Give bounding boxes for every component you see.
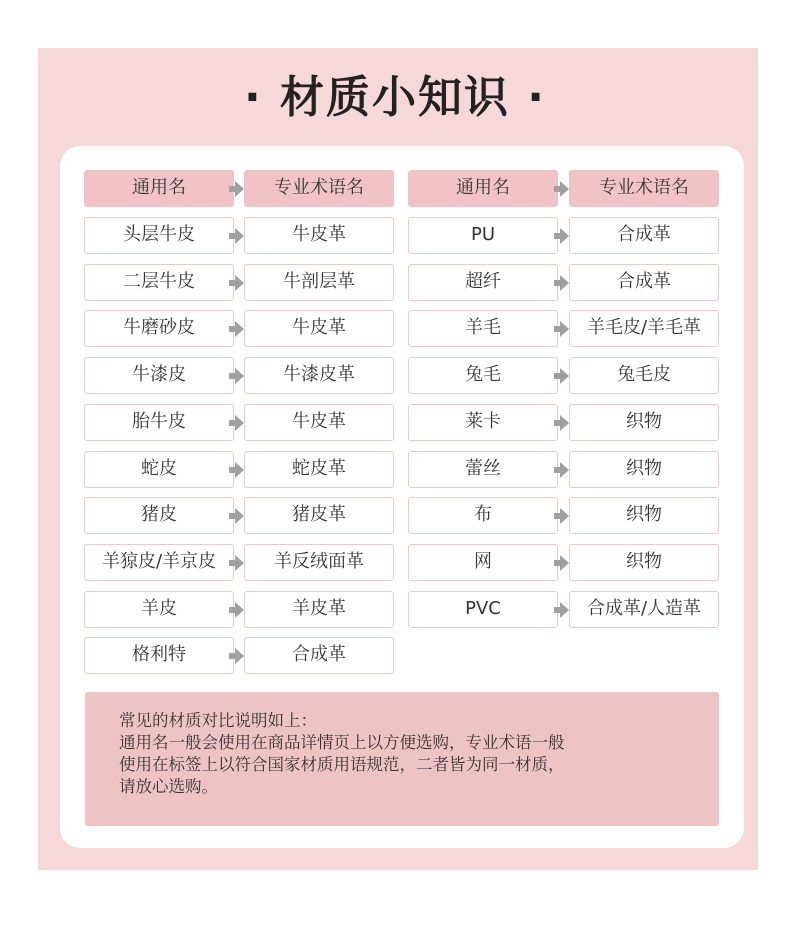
left-term-name-cell: 合成革 bbox=[244, 637, 394, 674]
left-term-name-cell: 蛇皮革 bbox=[244, 451, 394, 488]
arrow-right-icon bbox=[554, 368, 568, 384]
right-header-common: 通用名 bbox=[408, 170, 558, 207]
left-term-name-cell: 牛漆皮革 bbox=[244, 357, 394, 394]
arrow-right-icon bbox=[554, 462, 568, 478]
left-term-name-cell: 牛剖层革 bbox=[244, 264, 394, 301]
right-header-term: 专业术语名 bbox=[569, 170, 719, 207]
left-term-name-cell: 牛皮革 bbox=[244, 217, 394, 254]
arrow-right-icon bbox=[554, 555, 568, 571]
left-term-name-cell: 羊皮革 bbox=[244, 591, 394, 628]
note-box bbox=[85, 692, 719, 826]
arrow-right-icon bbox=[229, 415, 243, 431]
left-common-name-cell: 格利特 bbox=[84, 637, 234, 674]
arrow-right-icon bbox=[554, 321, 568, 337]
arrow-right-icon bbox=[554, 228, 568, 244]
arrow-right-icon bbox=[554, 181, 568, 197]
arrow-right-icon bbox=[229, 181, 243, 197]
left-common-name-cell: 胎牛皮 bbox=[84, 404, 234, 441]
left-term-name-cell: 牛皮革 bbox=[244, 310, 394, 347]
left-common-name-cell: 蛇皮 bbox=[84, 451, 234, 488]
note-line: 请放心选购。 bbox=[119, 777, 218, 796]
arrow-right-icon bbox=[554, 602, 568, 618]
right-common-name-cell: PVC bbox=[408, 591, 558, 628]
right-common-name-cell: 莱卡 bbox=[408, 404, 558, 441]
right-term-name-cell: 织物 bbox=[569, 497, 719, 534]
arrow-right-icon bbox=[229, 228, 243, 244]
page-title: · 材质小知识 · bbox=[243, 72, 547, 123]
right-term-name-cell: 羊毛皮/羊毛革 bbox=[569, 310, 719, 347]
left-header-common: 通用名 bbox=[84, 170, 234, 207]
left-common-name-cell: 二层牛皮 bbox=[84, 264, 234, 301]
left-term-name-cell: 牛皮革 bbox=[244, 404, 394, 441]
right-term-name-cell: 兔毛皮 bbox=[569, 357, 719, 394]
right-common-name-cell: 蕾丝 bbox=[408, 451, 558, 488]
arrow-right-icon bbox=[229, 555, 243, 571]
arrow-right-icon bbox=[229, 368, 243, 384]
arrow-right-icon bbox=[229, 275, 243, 291]
arrow-right-icon bbox=[554, 275, 568, 291]
right-common-name-cell: PU bbox=[408, 217, 558, 254]
arrow-right-icon bbox=[229, 321, 243, 337]
right-common-name-cell: 兔毛 bbox=[408, 357, 558, 394]
arrow-right-icon bbox=[229, 602, 243, 618]
right-term-name-cell: 织物 bbox=[569, 404, 719, 441]
left-common-name-cell: 羊皮 bbox=[84, 591, 234, 628]
left-common-name-cell: 头层牛皮 bbox=[84, 217, 234, 254]
right-term-name-cell: 合成革 bbox=[569, 264, 719, 301]
right-common-name-cell: 羊毛 bbox=[408, 310, 558, 347]
arrow-right-icon bbox=[554, 415, 568, 431]
note-line: 使用在标签上以符合国家材质用语规范，二者皆为同一材质， bbox=[119, 755, 565, 774]
note-line: 通用名一般会使用在商品详情页上以方便选购，专业术语一般 bbox=[119, 733, 565, 752]
right-common-name-cell: 布 bbox=[408, 497, 558, 534]
right-term-name-cell: 合成革 bbox=[569, 217, 719, 254]
arrow-right-icon bbox=[554, 508, 568, 524]
left-common-name-cell: 牛磨砂皮 bbox=[84, 310, 234, 347]
left-header-term: 专业术语名 bbox=[244, 170, 394, 207]
right-term-name-cell: 织物 bbox=[569, 544, 719, 581]
right-term-name-cell: 合成革/人造革 bbox=[569, 591, 719, 628]
right-common-name-cell: 超纤 bbox=[408, 264, 558, 301]
left-common-name-cell: 牛漆皮 bbox=[84, 357, 234, 394]
left-term-name-cell: 羊反绒面革 bbox=[244, 544, 394, 581]
left-term-name-cell: 猪皮革 bbox=[244, 497, 394, 534]
right-common-name-cell: 网 bbox=[408, 544, 558, 581]
arrow-right-icon bbox=[229, 462, 243, 478]
left-common-name-cell: 猪皮 bbox=[84, 497, 234, 534]
arrow-right-icon bbox=[229, 508, 243, 524]
right-term-name-cell: 织物 bbox=[569, 451, 719, 488]
arrow-right-icon bbox=[229, 648, 243, 664]
left-common-name-cell: 羊猄皮/羊京皮 bbox=[84, 544, 234, 581]
note-line: 常见的材质对比说明如上： bbox=[119, 711, 317, 730]
